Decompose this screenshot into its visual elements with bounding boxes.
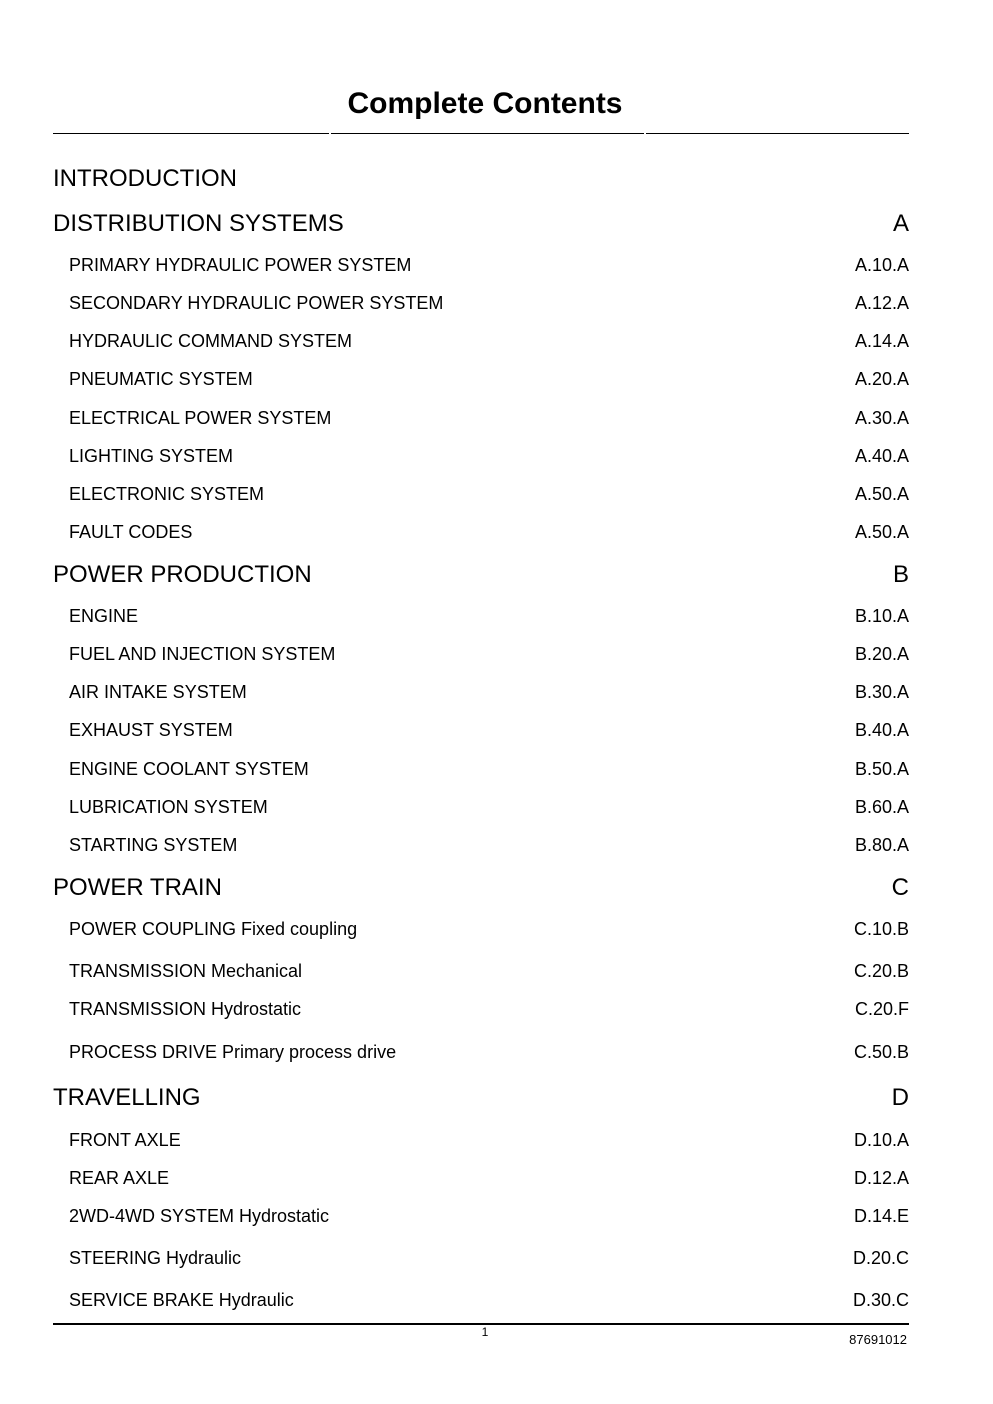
- toc-entry[interactable]: [53, 795, 909, 819]
- entry-label: SERVICE BRAKE Hydraulic: [69, 1290, 294, 1310]
- entry-label: PROCESS DRIVE Primary process drive: [69, 1042, 397, 1062]
- toc-entry[interactable]: [53, 444, 909, 468]
- toc-entry[interactable]: [53, 367, 909, 391]
- toc-section[interactable]: [53, 873, 909, 903]
- entry-label: STEERING Hydraulic: [69, 1248, 242, 1268]
- toc-entry[interactable]: [53, 1128, 909, 1152]
- title-rule: [53, 133, 329, 134]
- entry-code: D.10.A: [853, 1130, 909, 1150]
- entry-label: PRIMARY HYDRAULIC POWER SYSTEM: [69, 255, 412, 275]
- toc-entry[interactable]: [53, 917, 909, 941]
- entry-code: D.20.C: [852, 1248, 909, 1268]
- entry-label: SECONDARY HYDRAULIC POWER SYSTEM: [69, 293, 444, 313]
- toc-entry[interactable]: [53, 604, 909, 628]
- entry-code: A.40.A: [854, 446, 909, 466]
- entry-label: ELECTRONIC SYSTEM: [69, 484, 265, 504]
- entry-label: REAR AXLE: [69, 1168, 170, 1188]
- entry-code: D.12.A: [853, 1168, 909, 1188]
- entry-label: FUEL AND INJECTION SYSTEM: [69, 644, 336, 664]
- entry-label: STARTING SYSTEM: [69, 835, 238, 855]
- entry-label: FRONT AXLE: [69, 1130, 181, 1150]
- entry-label: ENGINE COOLANT SYSTEM: [69, 759, 309, 779]
- entry-label: LIGHTING SYSTEM: [69, 446, 234, 466]
- section-code: D: [891, 1084, 909, 1111]
- toc-entry[interactable]: [53, 1166, 909, 1190]
- entry-label: ELECTRICAL POWER SYSTEM: [69, 408, 332, 428]
- toc-entry[interactable]: [53, 1040, 909, 1064]
- entry-code: C.20.F: [854, 999, 909, 1019]
- entry-label: HYDRAULIC COMMAND SYSTEM: [69, 331, 353, 351]
- entry-label: POWER COUPLING Fixed coupling: [69, 919, 358, 939]
- entry-code: A.30.A: [854, 408, 909, 428]
- toc-entry[interactable]: [53, 1288, 909, 1312]
- toc-entry[interactable]: [53, 406, 909, 430]
- entry-code: B.30.A: [854, 682, 909, 702]
- toc-section[interactable]: [53, 560, 909, 590]
- entry-code: B.80.A: [854, 835, 909, 855]
- entry-label: AIR INTAKE SYSTEM: [69, 682, 247, 702]
- entry-label: TRANSMISSION Hydrostatic: [69, 999, 302, 1019]
- entry-code: B.10.A: [854, 606, 909, 626]
- section-code: B: [892, 561, 909, 588]
- entry-code: D.30.C: [852, 1290, 909, 1310]
- toc-entry[interactable]: [53, 997, 909, 1021]
- toc-entry[interactable]: [53, 757, 909, 781]
- toc-entry[interactable]: [53, 1246, 909, 1270]
- entry-code: B.40.A: [854, 720, 909, 740]
- section-label: DISTRIBUTION SYSTEMS: [53, 210, 344, 237]
- entry-code: B.20.A: [854, 644, 909, 664]
- section-code: C: [891, 874, 909, 901]
- entry-label: PNEUMATIC SYSTEM: [69, 369, 253, 389]
- page-title: Complete Contents: [347, 87, 623, 120]
- section-label: TRAVELLING: [53, 1084, 201, 1111]
- toc-section[interactable]: [53, 164, 909, 194]
- toc-entry[interactable]: [53, 680, 909, 704]
- entry-code: C.20.B: [853, 961, 909, 981]
- section-code: A: [892, 210, 909, 237]
- toc-entry[interactable]: [53, 718, 909, 742]
- toc-entry[interactable]: [53, 520, 909, 544]
- entry-label: TRANSMISSION Mechanical: [69, 961, 303, 981]
- toc-entry[interactable]: [53, 482, 909, 506]
- toc-entry[interactable]: [53, 329, 909, 353]
- entry-label: ENGINE: [69, 606, 139, 626]
- entry-code: A.14.A: [854, 331, 909, 351]
- toc-entry[interactable]: [53, 1204, 909, 1228]
- toc-section[interactable]: [53, 209, 909, 239]
- section-label: INTRODUCTION: [53, 165, 237, 192]
- entry-label: 2WD-4WD SYSTEM Hydrostatic: [69, 1206, 330, 1226]
- entry-code: A.20.A: [854, 369, 909, 389]
- entry-label: FAULT CODES: [69, 522, 193, 542]
- entry-code: C.50.B: [853, 1042, 909, 1062]
- entry-code: D.14.E: [853, 1206, 909, 1226]
- title-rule: [331, 133, 644, 134]
- entry-code: A.50.A: [854, 484, 909, 504]
- entry-code: B.50.A: [854, 759, 909, 779]
- toc-entry[interactable]: [53, 291, 909, 315]
- document-code: 87691012: [849, 1332, 907, 1347]
- entry-code: B.60.A: [854, 797, 909, 817]
- entry-label: LUBRICATION SYSTEM: [69, 797, 268, 817]
- toc-section[interactable]: [53, 1083, 909, 1113]
- page-number: 1: [481, 1325, 489, 1339]
- toc-entry[interactable]: [53, 642, 909, 666]
- title-rule: [646, 133, 909, 134]
- section-label: POWER TRAIN: [53, 874, 222, 901]
- entry-code: A.10.A: [854, 255, 909, 275]
- toc-entry[interactable]: [53, 959, 909, 983]
- entry-code: A.12.A: [854, 293, 909, 313]
- toc-entry[interactable]: [53, 833, 909, 857]
- entry-code: C.10.B: [853, 919, 909, 939]
- entry-code: A.50.A: [854, 522, 909, 542]
- entry-label: EXHAUST SYSTEM: [69, 720, 233, 740]
- section-label: POWER PRODUCTION: [53, 561, 312, 588]
- toc-entry[interactable]: [53, 253, 909, 277]
